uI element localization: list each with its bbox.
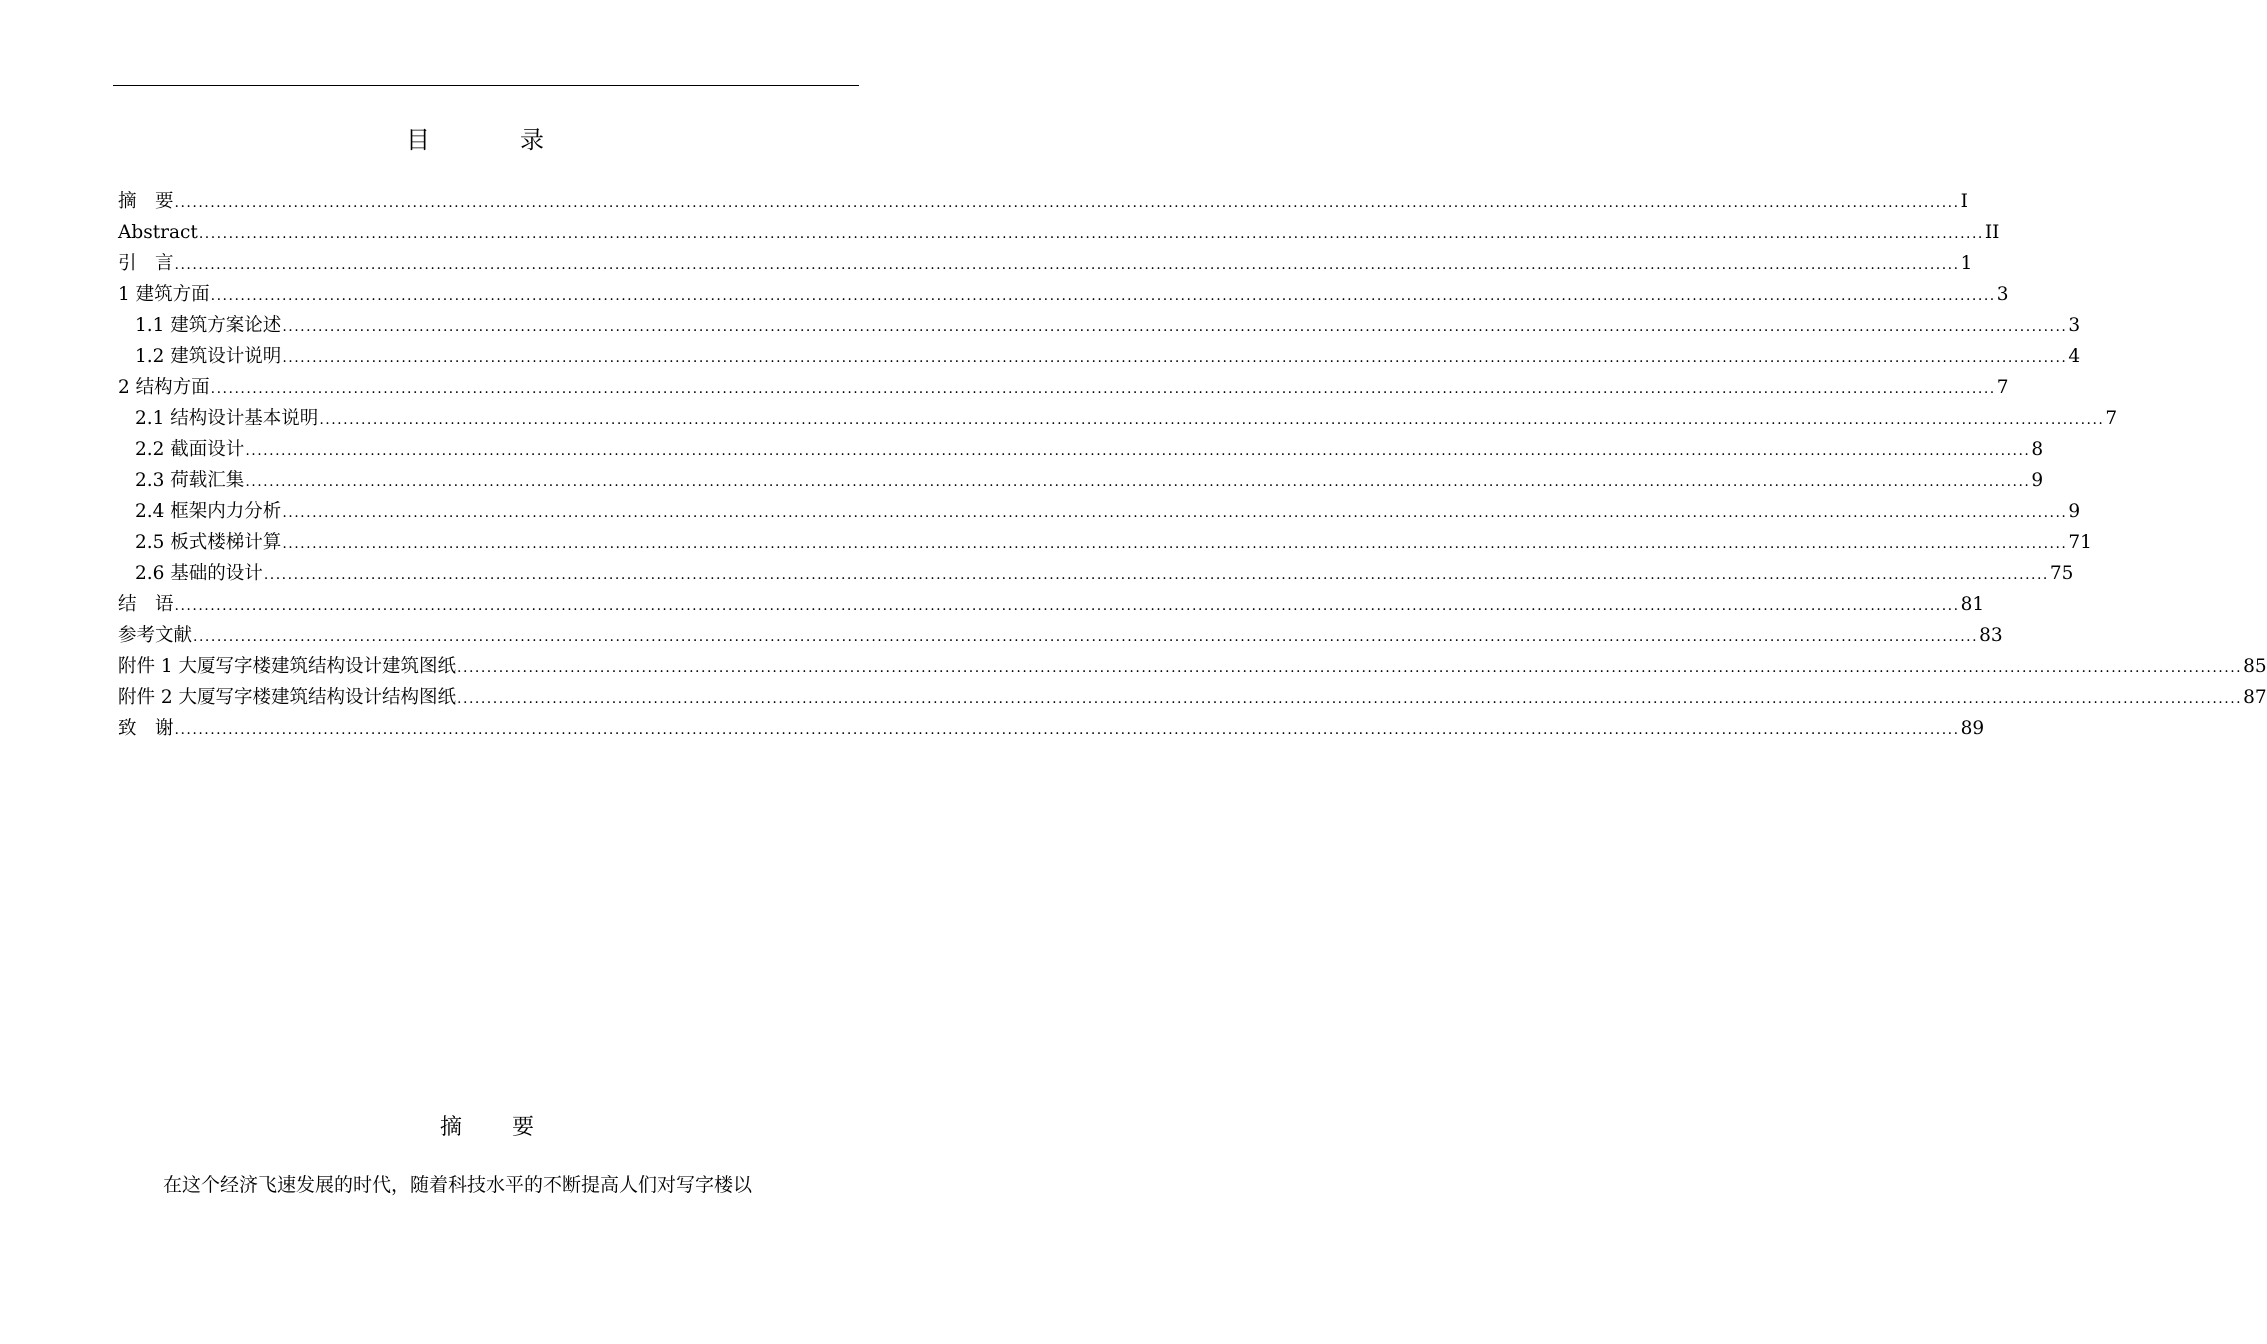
abstract-first-line: 在这个经济飞速发展的时代，随着科技水平的不断提高人们对写字楼以 — [163, 1174, 753, 1196]
header-rule — [113, 85, 859, 86]
toc-entry-label: 2 结构方面 — [118, 377, 210, 398]
table-of-contents — [118, 186, 2267, 744]
toc-entry[interactable] — [118, 186, 1968, 217]
toc-entry-label: 摘 要 — [118, 191, 174, 212]
toc-entry[interactable] — [118, 651, 2267, 682]
toc-entry-page: 9 — [2068, 501, 2081, 522]
toc-entry[interactable] — [118, 403, 2118, 434]
toc-entry[interactable] — [118, 217, 2000, 248]
toc-leader-dots: ............................................................................................................................................................................................................................................................................................................ — [174, 598, 1960, 614]
toc-entry[interactable] — [118, 372, 2009, 403]
toc-entry-label: 引 言 — [118, 253, 174, 274]
toc-leader-dots: ............................................................................................................................................................................................................................................................................................................ — [193, 629, 1979, 645]
toc-entry-label: 2.5 板式楼梯计算 — [135, 532, 282, 553]
toc-leader-dots: ............................................................................................................................................................................................................................................................................................................ — [282, 319, 2068, 335]
toc-entry-label: 附件 2 大厦写字楼建筑结构设计结构图纸 — [118, 687, 457, 708]
toc-entry-label: 2.1 结构设计基本说明 — [135, 408, 319, 429]
toc-leader-dots: ............................................................................................................................................................................................................................................................................................................ — [245, 443, 2031, 459]
toc-title — [0, 120, 950, 155]
toc-entry-label: 附件 1 大厦写字楼建筑结构设计建筑图纸 — [118, 656, 457, 677]
toc-entry-label: 结 语 — [118, 594, 174, 615]
toc-entry[interactable] — [118, 279, 2009, 310]
toc-entry-label: Abstract — [118, 222, 198, 243]
toc-entry[interactable] — [118, 496, 2081, 527]
toc-leader-dots: ............................................................................................................................................................................................................................................................................................................ — [282, 505, 2068, 521]
toc-leader-dots: ............................................................................................................................................................................................................................................................................................................ — [457, 691, 2243, 707]
toc-entry-page: 85 — [2243, 656, 2267, 677]
toc-entry[interactable] — [118, 465, 2044, 496]
toc-entry-page: 7 — [1996, 377, 2009, 398]
toc-entry[interactable] — [118, 341, 2081, 372]
toc-leader-dots: ............................................................................................................................................................................................................................................................................................................ — [198, 226, 1984, 242]
toc-entry-label: 2.4 框架内力分析 — [135, 501, 282, 522]
toc-entry-page: 89 — [1960, 718, 1985, 739]
toc-entry-page: 3 — [2068, 315, 2081, 336]
toc-entry-label: 2.2 截面设计 — [135, 439, 245, 460]
toc-entry-label: 1 建筑方面 — [118, 284, 210, 305]
abstract-title — [0, 1110, 974, 1141]
toc-leader-dots: ............................................................................................................................................................................................................................................................................................................ — [210, 288, 1996, 304]
toc-entry[interactable] — [118, 558, 2074, 589]
toc-entry[interactable] — [118, 434, 2044, 465]
toc-entry-page: II — [1984, 222, 2000, 243]
toc-entry-label: 2.6 基础的设计 — [135, 563, 263, 584]
toc-entry[interactable] — [118, 589, 1985, 620]
toc-entry[interactable] — [118, 310, 2081, 341]
toc-leader-dots: ............................................................................................................................................................................................................................................................................................................ — [245, 474, 2031, 490]
toc-entry-page: 9 — [2031, 470, 2044, 491]
toc-entry-page: 83 — [1979, 625, 2003, 646]
toc-entry[interactable] — [118, 620, 2003, 651]
toc-entry-page: 4 — [2068, 346, 2081, 367]
toc-entry-label: 参考文献 — [118, 625, 193, 646]
toc-entry[interactable] — [118, 527, 2092, 558]
abstract-title-left: 摘 — [439, 1115, 462, 1140]
toc-leader-dots: ............................................................................................................................................................................................................................................................................................................ — [174, 257, 1960, 273]
toc-entry-page: 87 — [2243, 687, 2267, 708]
toc-leader-dots: ............................................................................................................................................................................................................................................................................................................ — [457, 660, 2243, 676]
toc-entry-label: 1.1 建筑方案论述 — [135, 315, 282, 336]
toc-leader-dots: ............................................................................................................................................................................................................................................................................................................ — [282, 350, 2068, 366]
toc-leader-dots: ............................................................................................................................................................................................................................................................................................................ — [263, 567, 2049, 583]
toc-entry[interactable] — [118, 682, 2267, 713]
toc-entry-page: 7 — [2105, 408, 2118, 429]
toc-entry-label: 致 谢 — [118, 718, 174, 739]
toc-leader-dots: ............................................................................................................................................................................................................................................................................................................ — [319, 412, 2105, 428]
toc-entry[interactable] — [118, 713, 1985, 744]
toc-entry-page: 1 — [1960, 253, 1973, 274]
toc-leader-dots: ............................................................................................................................................................................................................................................................................................................ — [174, 195, 1960, 211]
toc-entry-label: 1.2 建筑设计说明 — [135, 346, 282, 367]
toc-title-right: 录 — [520, 126, 544, 154]
toc-entry-page: 3 — [1996, 284, 2009, 305]
toc-entry-page: 75 — [2049, 563, 2074, 584]
toc-leader-dots: ............................................................................................................................................................................................................................................................................................................ — [282, 536, 2068, 552]
toc-entry-page: I — [1960, 191, 1968, 212]
toc-leader-dots: ............................................................................................................................................................................................................................................................................................................ — [174, 722, 1960, 738]
toc-entry-page: 71 — [2068, 532, 2092, 553]
toc-title-left: 目 — [406, 126, 430, 154]
abstract-title-right: 要 — [512, 1115, 535, 1140]
toc-entry[interactable] — [118, 248, 1973, 279]
toc-entry-page: 8 — [2031, 439, 2044, 460]
toc-entry-page: 81 — [1960, 594, 1985, 615]
toc-leader-dots: ............................................................................................................................................................................................................................................................................................................ — [210, 381, 1996, 397]
toc-entry-label: 2.3 荷载汇集 — [135, 470, 245, 491]
